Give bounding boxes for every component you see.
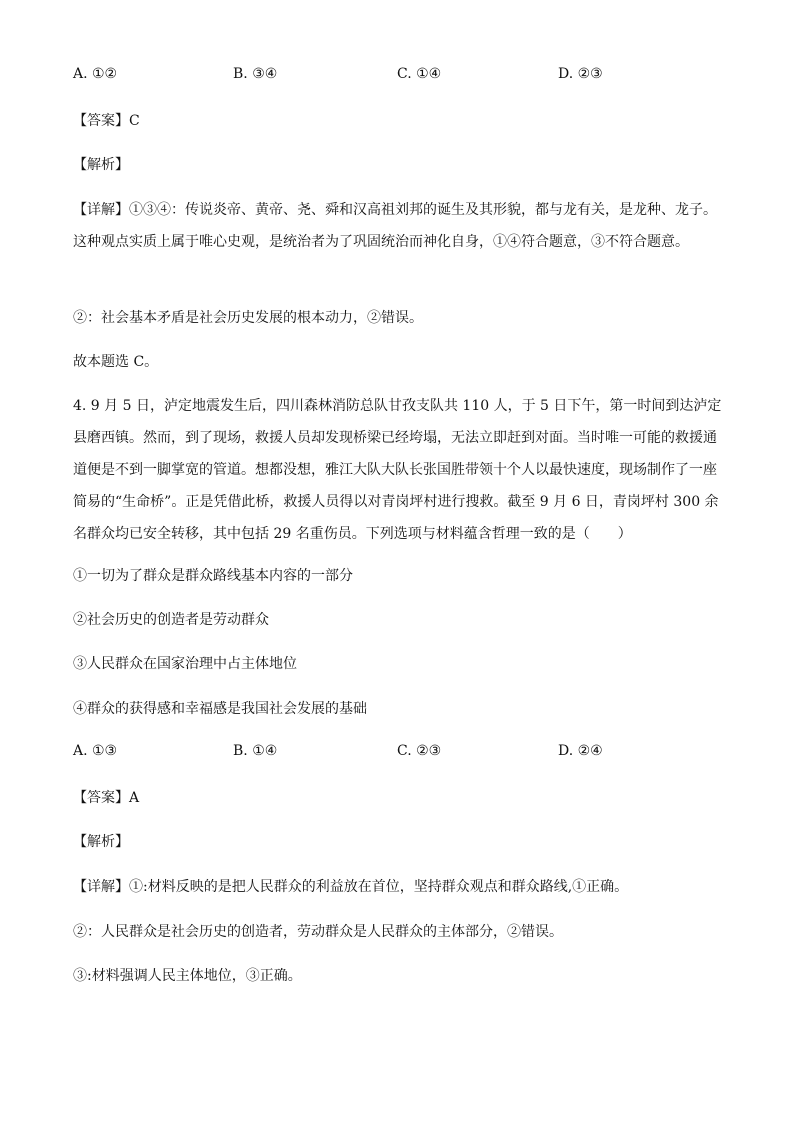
q4-point-2: ②：人民群众是社会历史的创造者，劳动群众是人民群众的主体部分，②错误。 — [73, 924, 563, 940]
q3-options — [73, 66, 733, 86]
q3-analysis-label — [73, 155, 723, 175]
analysis-label: 【解析】 — [73, 834, 129, 850]
detail-label: 【详解】 — [73, 202, 129, 218]
q3-conclusion: 故本题选 C。 — [73, 354, 159, 370]
q4-statement-2: ②社会历史的创造者是劳动群众 — [73, 612, 269, 628]
detail-label: 【详解】 — [73, 879, 129, 895]
q3-option-a: A. ①② — [73, 66, 118, 82]
q3-option-d: D. ②③ — [558, 66, 603, 82]
q3-point-2: ②：社会基本矛盾是社会历史发展的根本动力，②错误。 — [73, 310, 423, 326]
q3-option-b: B. ③④ — [233, 66, 278, 82]
q4-option-d: D. ②④ — [558, 743, 603, 759]
q4-statement-4: ④群众的获得感和幸福感是我国社会发展的基础 — [73, 701, 367, 717]
answer-value: C — [129, 113, 140, 129]
q4-statement-3: ③人民群众在国家治理中占主体地位 — [73, 656, 297, 672]
q4-answer — [73, 788, 723, 808]
answer-value: A — [129, 790, 140, 806]
q4-option-b: B. ①④ — [233, 743, 278, 759]
q4-stem: 4. 9 月 5 日，泸定地震发生后，四川森林消防总队甘孜支队共 110 人，于 5 日下午，第一时间到达泸定县磨西镇。然而，到了现场，救援人员却发现桥梁已经垮塌，无法立即赶到对面。当时唯一可能的救援通道便是不到一脚掌宽的管道。想都没想，雅江大队大队长张国胜带领十个人以最快速度，现场制作了一座简易的“生命桥”。正是凭借此桥，救援人员得以对青岗坪村进行搜救。截至 9 月 6 日，青岗坪村 300 余名群众均已安全转移，其中包括 29 名重伤员。下列选项与材料蕴含哲理一致的是（ ） — [73, 398, 722, 542]
q4-option-c: C. ②③ — [397, 743, 442, 759]
answer-label: 【答案】 — [73, 113, 129, 129]
detail-text: ①:材料反映的是把人民群众的利益放在首位，坚持群众观点和群众路线,①正确。 — [129, 879, 629, 895]
q4-detail — [73, 877, 723, 897]
q3-option-c: C. ①④ — [397, 66, 442, 82]
answer-label: 【答案】 — [73, 790, 129, 806]
q4-point-3: ③:材料强调人民主体地位，③正确。 — [73, 968, 302, 984]
q4-analysis-label — [73, 832, 723, 852]
q3-answer — [73, 111, 723, 131]
q3-detail — [73, 194, 723, 258]
q4-option-a: A. ①③ — [73, 743, 118, 759]
q4-options — [73, 743, 733, 763]
q4-statement-1: ①一切为了群众是群众路线基本内容的一部分 — [73, 568, 353, 584]
analysis-label: 【解析】 — [73, 157, 129, 173]
detail-text: ①③④：传说炎帝、黄帝、尧、舜和汉高祖刘邦的诞生及其形貌，都与龙有关，是龙种、龙子。这种观点实质上属于唯心史观，是统治者为了巩固统治而神化自身，①④符合题意，③不符合题意。 — [73, 202, 717, 250]
